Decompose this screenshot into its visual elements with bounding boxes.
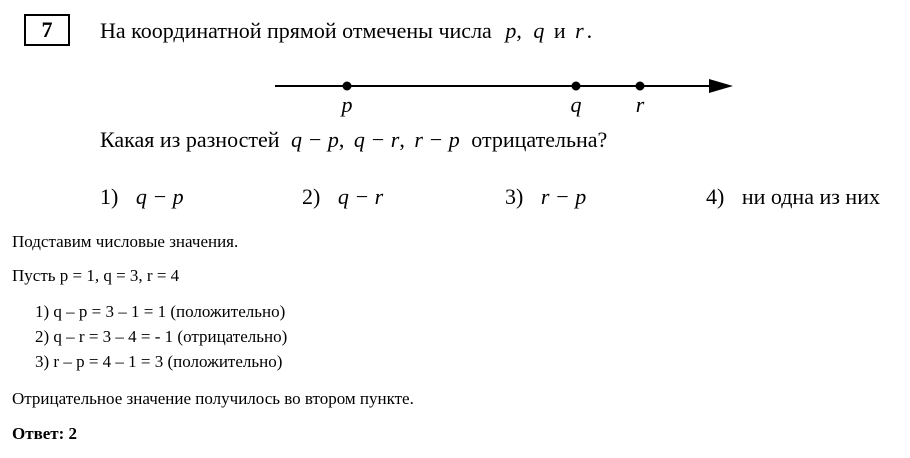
- option-4-text: ни одна из них: [741, 184, 880, 209]
- expr-1: q − p: [291, 127, 339, 152]
- point-q: [572, 82, 581, 91]
- option-2: [302, 184, 383, 210]
- solution-step-3: 3) r – p = 4 – 1 = 3 (положительно): [35, 352, 283, 371]
- comma-a: ,: [338, 127, 345, 152]
- solution-answer: Ответ: 2: [12, 424, 78, 443]
- problem-number: 7: [24, 14, 70, 46]
- number-line-arrow: [709, 79, 733, 93]
- var-p: p: [505, 18, 517, 43]
- option-1-text: q − p: [135, 184, 184, 209]
- expr-3: r − p: [414, 127, 460, 152]
- period: .: [586, 18, 593, 43]
- option-4: [706, 184, 880, 210]
- point-p: [343, 82, 352, 91]
- statement-text: На координатной прямой отмечены числа: [100, 18, 492, 43]
- solution-intro: Подставим числовые значения.: [12, 232, 239, 251]
- question-end: отрицательна?: [471, 127, 608, 152]
- comma-1: ,: [516, 18, 522, 43]
- number-line: [0, 0, 910, 130]
- label-q: q: [570, 92, 582, 117]
- option-3: [505, 184, 586, 210]
- option-1: [100, 184, 184, 210]
- point-r: [636, 82, 645, 91]
- var-q: q: [533, 18, 545, 43]
- solution-step-2: 2) q – r = 3 – 4 = - 1 (отрицательно): [35, 327, 288, 346]
- option-1-num: 1): [100, 184, 119, 209]
- question-start: Какая из разностей: [100, 127, 280, 152]
- comma-b: ,: [399, 127, 405, 152]
- expr-2: q − r: [353, 127, 400, 152]
- label-p: p: [341, 92, 353, 117]
- option-2-text: q − r: [337, 184, 384, 209]
- solution-conclusion: Отрицательное значение получилось во втором пункте.: [12, 389, 414, 408]
- conj-text: и: [553, 18, 566, 43]
- question: [100, 127, 607, 153]
- solution-assume: Пусть p = 1, q = 3, r = 4: [12, 266, 180, 285]
- var-r: r: [575, 18, 584, 43]
- option-2-num: 2): [302, 184, 321, 209]
- option-4-num: 4): [706, 184, 725, 209]
- label-r: r: [635, 92, 645, 117]
- solution-step-1: 1) q – p = 3 – 1 = 1 (положительно): [35, 302, 286, 321]
- option-3-text: r − p: [540, 184, 587, 209]
- option-3-num: 3): [505, 184, 524, 209]
